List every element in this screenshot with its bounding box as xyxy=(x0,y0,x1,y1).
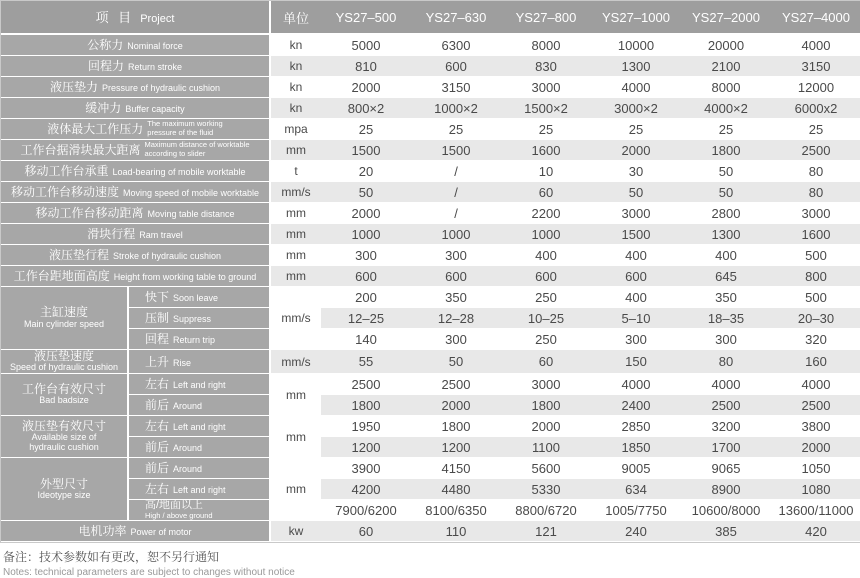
table-row xyxy=(1,437,860,458)
table-row xyxy=(1,395,860,416)
value-cell: 600 xyxy=(411,266,501,287)
table-row xyxy=(1,308,860,329)
value-cell: 400 xyxy=(501,245,591,266)
value-cell: 300 xyxy=(591,329,681,350)
unit-cell: mm xyxy=(271,458,321,521)
sub-label-zh: 上升 xyxy=(145,354,170,369)
value-cell: 400 xyxy=(681,245,771,266)
row-label xyxy=(1,35,271,56)
value-cell: 8900 xyxy=(681,479,771,500)
value-cell: 1850 xyxy=(591,437,681,458)
value-cell: 25 xyxy=(321,119,411,140)
value-cell: 7900/6200 xyxy=(321,500,411,521)
value-cell: 600 xyxy=(591,266,681,287)
sub-label-en: Soon leave xyxy=(173,293,219,303)
header-model: YS27–800 xyxy=(501,1,591,35)
row-label-zh: 工作台据滑块最大距离 xyxy=(20,143,141,157)
value-cell: 12–25 xyxy=(321,308,411,329)
group-label-en: Bad badsize xyxy=(39,395,89,406)
unit-cell: kn xyxy=(271,98,321,119)
value-cell: 1300 xyxy=(591,56,681,77)
value-cell: 500 xyxy=(771,245,860,266)
row-label xyxy=(1,140,271,161)
value-cell: 8000 xyxy=(681,77,771,98)
value-cell: 8100/6350 xyxy=(411,500,501,521)
row-label xyxy=(1,161,271,182)
table-row xyxy=(1,329,860,350)
value-cell: 2100 xyxy=(681,56,771,77)
row-label-en: Nominal force xyxy=(127,41,183,51)
table-row xyxy=(1,140,860,161)
sub-label-en: Around xyxy=(173,401,203,412)
value-cell: 385 xyxy=(681,521,771,542)
sub-label-en: Left and right xyxy=(173,380,226,391)
sub-label xyxy=(129,374,271,395)
group-label-en: Speed of hydraulic cushion xyxy=(9,362,119,373)
value-cell: 60 xyxy=(321,521,411,542)
sub-label xyxy=(129,437,271,458)
unit-cell: mm xyxy=(271,374,321,416)
unit-cell: mm/s xyxy=(271,287,321,350)
row-label xyxy=(1,245,271,266)
sub-label-zh: 前后 xyxy=(145,398,170,413)
value-cell: 4000 xyxy=(591,77,681,98)
sub-label-en: Around xyxy=(173,464,203,475)
unit-cell: mm xyxy=(271,416,321,458)
group-label xyxy=(1,416,129,458)
row-label-zh: 移动工作台移动速度 xyxy=(10,185,119,199)
value-cell: 4150 xyxy=(411,458,501,479)
value-cell: 1800 xyxy=(321,395,411,416)
row-label xyxy=(1,203,271,224)
value-cell: 400 xyxy=(591,287,681,308)
value-cell: 600 xyxy=(411,56,501,77)
table-row xyxy=(1,203,860,224)
sub-label xyxy=(129,308,271,329)
value-cell: 12–28 xyxy=(411,308,501,329)
group-label xyxy=(1,350,129,374)
value-cell: 6000x2 xyxy=(771,98,860,119)
value-cell: 4480 xyxy=(411,479,501,500)
value-cell: 1000 xyxy=(411,224,501,245)
row-label-en: Ram travel xyxy=(139,230,183,240)
row-label-zh: 回程力 xyxy=(87,59,124,73)
value-cell: 10600/8000 xyxy=(681,500,771,521)
table-row xyxy=(1,374,860,395)
value-cell: 1500 xyxy=(411,140,501,161)
value-cell: 121 xyxy=(501,521,591,542)
value-cell: 140 xyxy=(321,329,411,350)
value-cell: 25 xyxy=(411,119,501,140)
value-cell: 1500 xyxy=(591,224,681,245)
value-cell: 350 xyxy=(681,287,771,308)
value-cell: 250 xyxy=(501,287,591,308)
row-label-en: Maximum distance of worktable according to slider xyxy=(144,140,250,158)
value-cell: 634 xyxy=(591,479,681,500)
value-cell: 160 xyxy=(771,350,860,374)
value-cell: 3000 xyxy=(771,203,860,224)
group-label-zh: 液压垫速度 xyxy=(33,350,94,363)
group-label-zh: 工作台有效尺寸 xyxy=(21,382,106,397)
row-label-en: Moving table distance xyxy=(147,209,235,219)
value-cell: 4000 xyxy=(591,374,681,395)
value-cell: 4000 xyxy=(681,374,771,395)
value-cell: 3000 xyxy=(501,77,591,98)
value-cell: 3000×2 xyxy=(591,98,681,119)
table-row xyxy=(1,35,860,56)
header-project xyxy=(1,1,271,35)
value-cell: 300 xyxy=(321,245,411,266)
value-cell: 2500 xyxy=(411,374,501,395)
value-cell: 300 xyxy=(681,329,771,350)
value-cell: 5000 xyxy=(321,35,411,56)
sub-label-zh: 回程 xyxy=(145,332,170,346)
value-cell: 800×2 xyxy=(321,98,411,119)
value-cell: 20 xyxy=(321,161,411,182)
value-cell: 50 xyxy=(321,182,411,203)
table-row xyxy=(1,245,860,266)
value-cell: 200 xyxy=(321,287,411,308)
group-label-zh: 主缸速度 xyxy=(39,305,88,320)
row-label-en: Buffer capacity xyxy=(125,104,185,114)
row-label xyxy=(1,77,271,98)
row-label xyxy=(1,224,271,245)
group-label xyxy=(1,458,129,521)
value-cell: 1000 xyxy=(321,224,411,245)
value-cell: 645 xyxy=(681,266,771,287)
value-cell: 25 xyxy=(501,119,591,140)
footer-notes xyxy=(0,548,860,578)
sub-label-zh: 左右 xyxy=(145,419,170,434)
group-label-zh: 液压垫有效尺寸 xyxy=(21,419,106,434)
value-cell: 9065 xyxy=(681,458,771,479)
unit-cell: mm xyxy=(271,245,321,266)
sub-label-en: Left and right xyxy=(173,485,226,496)
value-cell: 250 xyxy=(501,329,591,350)
value-cell: 30 xyxy=(591,161,681,182)
table-row xyxy=(1,56,860,77)
value-cell: 3200 xyxy=(681,416,771,437)
sub-label xyxy=(129,458,271,479)
value-cell: 1200 xyxy=(411,437,501,458)
table-header-row xyxy=(1,1,860,35)
footer-note-en: Notes: technical parameters are subject to changes without notice xyxy=(3,567,295,578)
value-cell: 2000 xyxy=(321,203,411,224)
sub-label-zh: 左右 xyxy=(145,377,170,392)
value-cell: 2850 xyxy=(591,416,681,437)
sub-label-en: Return trip xyxy=(173,335,216,345)
row-label-zh: 液体最大工作压力 xyxy=(47,122,144,136)
value-cell: 2500 xyxy=(681,395,771,416)
value-cell: 600 xyxy=(321,266,411,287)
value-cell: 9005 xyxy=(591,458,681,479)
row-label-en: Moving speed of mobile worktable xyxy=(122,188,260,198)
value-cell: 8800/6720 xyxy=(501,500,591,521)
value-cell: 10–25 xyxy=(501,308,591,329)
sub-label xyxy=(129,395,271,416)
group-label-en: Available size of xyxy=(31,432,97,443)
value-cell: 1950 xyxy=(321,416,411,437)
value-cell: 4000 xyxy=(771,35,860,56)
row-label xyxy=(1,521,271,542)
value-cell: 1600 xyxy=(771,224,860,245)
sub-label-zh: 前后 xyxy=(145,440,170,455)
sub-label-en: Left and right xyxy=(173,422,226,433)
header-model: YS27–500 xyxy=(321,1,411,35)
sub-label-zh: 快下 xyxy=(145,290,170,304)
unit-cell: t xyxy=(271,161,321,182)
row-label-zh: 液压垫力 xyxy=(49,80,98,94)
value-cell: 1300 xyxy=(681,224,771,245)
value-cell: / xyxy=(411,182,501,203)
row-label-zh: 液压垫行程 xyxy=(48,248,109,262)
unit-cell: kn xyxy=(271,35,321,56)
value-cell: 20–30 xyxy=(771,308,860,329)
value-cell: 2000 xyxy=(501,416,591,437)
value-cell: 500 xyxy=(771,287,860,308)
table-row xyxy=(1,287,860,308)
value-cell: 20000 xyxy=(681,35,771,56)
unit-cell: mm xyxy=(271,140,321,161)
table-row xyxy=(1,224,860,245)
sub-label-en: Around xyxy=(173,443,203,454)
value-cell: 1800 xyxy=(411,416,501,437)
row-label-en: Return stroke xyxy=(127,62,183,72)
value-cell: 1200 xyxy=(321,437,411,458)
header-project-en: Project xyxy=(140,13,175,25)
value-cell: 1500 xyxy=(321,140,411,161)
unit-cell: kn xyxy=(271,56,321,77)
table-row xyxy=(1,416,860,437)
table-row xyxy=(1,458,860,479)
table-row xyxy=(1,500,860,521)
row-label-en: Pressure of hydraulic cushion xyxy=(101,83,221,93)
value-cell: 5–10 xyxy=(591,308,681,329)
row-label xyxy=(1,119,271,140)
value-cell: 10000 xyxy=(591,35,681,56)
row-label-en: Stroke of hydraulic cushion xyxy=(112,251,222,261)
unit-cell: mm xyxy=(271,203,321,224)
value-cell: 4000×2 xyxy=(681,98,771,119)
footer-note-zh: 备注：技术参数如有更改，恕不另行通知 xyxy=(3,550,220,565)
value-cell: 50 xyxy=(591,182,681,203)
value-cell: 10 xyxy=(501,161,591,182)
value-cell: 6300 xyxy=(411,35,501,56)
value-cell: 2500 xyxy=(771,140,860,161)
value-cell: 25 xyxy=(681,119,771,140)
value-cell: 830 xyxy=(501,56,591,77)
sub-label-en: Rise xyxy=(173,357,192,368)
table-row xyxy=(1,182,860,203)
group-label-en2: hydraulic cushion xyxy=(29,442,99,453)
row-label xyxy=(1,98,271,119)
value-cell: 50 xyxy=(681,161,771,182)
value-cell: 1600 xyxy=(501,140,591,161)
value-cell: 1700 xyxy=(681,437,771,458)
value-cell: 50 xyxy=(681,182,771,203)
table-row xyxy=(1,479,860,500)
value-cell: 2500 xyxy=(321,374,411,395)
value-cell: 25 xyxy=(591,119,681,140)
value-cell: 300 xyxy=(411,245,501,266)
value-cell: 800 xyxy=(771,266,860,287)
row-label-zh: 移动工作台承重 xyxy=(24,164,109,178)
value-cell: 110 xyxy=(411,521,501,542)
sub-label xyxy=(129,479,271,500)
value-cell: / xyxy=(411,203,501,224)
value-cell: 3150 xyxy=(411,77,501,98)
value-cell: 1100 xyxy=(501,437,591,458)
row-label-zh: 缓冲力 xyxy=(85,101,122,115)
value-cell: 60 xyxy=(501,182,591,203)
value-cell: 240 xyxy=(591,521,681,542)
value-cell: 60 xyxy=(501,350,591,374)
sub-label-zh: 前后 xyxy=(145,461,170,476)
sub-label xyxy=(129,500,271,521)
row-label-zh: 工作台距地面高度 xyxy=(13,269,110,283)
value-cell: 2000 xyxy=(591,140,681,161)
value-cell: 1000×2 xyxy=(411,98,501,119)
header-project-zh: 项 目 xyxy=(95,10,135,25)
group-label-zh: 外型尺寸 xyxy=(39,476,88,491)
value-cell: 4000 xyxy=(771,374,860,395)
value-cell: 320 xyxy=(771,329,860,350)
value-cell: 350 xyxy=(411,287,501,308)
row-label-en: Load-bearing of mobile worktable xyxy=(112,167,246,177)
value-cell: 80 xyxy=(771,182,860,203)
row-label-zh: 滑块行程 xyxy=(87,227,136,241)
unit-cell: kn xyxy=(271,77,321,98)
group-label xyxy=(1,374,129,416)
value-cell: 1800 xyxy=(501,395,591,416)
row-label-en: The maximum working pressure of the fluid xyxy=(147,119,223,137)
sub-label-en: Suppress xyxy=(173,314,212,324)
header-model: YS27–2000 xyxy=(681,1,771,35)
table-row xyxy=(1,266,860,287)
table-row xyxy=(1,98,860,119)
header-model: YS27–4000 xyxy=(771,1,860,35)
row-label-zh: 移动工作台移动距离 xyxy=(35,206,144,220)
unit-cell: mm xyxy=(271,224,321,245)
value-cell: 1500×2 xyxy=(501,98,591,119)
value-cell: 2400 xyxy=(591,395,681,416)
value-cell: 55 xyxy=(321,350,411,374)
value-cell: 1800 xyxy=(681,140,771,161)
group-label xyxy=(1,287,129,350)
row-label xyxy=(1,56,271,77)
value-cell: 13600/11000 xyxy=(771,500,860,521)
row-label-zh: 公称力 xyxy=(87,38,124,52)
table-row xyxy=(1,119,860,140)
sub-label-en: High / above ground xyxy=(145,510,213,520)
row-label-en: Height from working table to ground xyxy=(113,272,257,282)
unit-cell: mpa xyxy=(271,119,321,140)
value-cell: 3900 xyxy=(321,458,411,479)
value-cell: 3150 xyxy=(771,56,860,77)
sub-label-zh: 压制 xyxy=(145,311,170,325)
value-cell: 3800 xyxy=(771,416,860,437)
value-cell: 3000 xyxy=(591,203,681,224)
sub-label-zh: 高/地面以上 xyxy=(145,500,204,512)
value-cell: 8000 xyxy=(501,35,591,56)
table-row xyxy=(1,521,860,542)
unit-cell: mm/s xyxy=(271,182,321,203)
row-label xyxy=(1,182,271,203)
value-cell: 2000 xyxy=(771,437,860,458)
value-cell: 2000 xyxy=(321,77,411,98)
value-cell: 300 xyxy=(411,329,501,350)
row-label-zh: 电机功率 xyxy=(78,524,127,539)
sub-label xyxy=(129,350,271,374)
value-cell: 810 xyxy=(321,56,411,77)
group-label-en: Main cylinder speed xyxy=(23,318,105,329)
header-model: YS27–1000 xyxy=(591,1,681,35)
value-cell: 4200 xyxy=(321,479,411,500)
value-cell: 5330 xyxy=(501,479,591,500)
header-unit: 单位 xyxy=(271,1,321,35)
value-cell: 2500 xyxy=(771,395,860,416)
value-cell: 1050 xyxy=(771,458,860,479)
row-label xyxy=(1,266,271,287)
value-cell: 50 xyxy=(411,350,501,374)
row-label-en: Power of motor xyxy=(130,527,192,538)
sub-label xyxy=(129,287,271,308)
value-cell: 2800 xyxy=(681,203,771,224)
value-cell: 2000 xyxy=(411,395,501,416)
value-cell: 420 xyxy=(771,521,860,542)
table-row xyxy=(1,161,860,182)
unit-cell: mm xyxy=(271,266,321,287)
value-cell: 1000 xyxy=(501,224,591,245)
value-cell: 3000 xyxy=(501,374,591,395)
sub-label xyxy=(129,416,271,437)
header-model: YS27–630 xyxy=(411,1,501,35)
value-cell: 1080 xyxy=(771,479,860,500)
value-cell: 80 xyxy=(771,161,860,182)
value-cell: 1005/7750 xyxy=(591,500,681,521)
value-cell: 2200 xyxy=(501,203,591,224)
sub-label xyxy=(129,329,271,350)
value-cell: 600 xyxy=(501,266,591,287)
unit-cell: mm/s xyxy=(271,350,321,374)
value-cell: 150 xyxy=(591,350,681,374)
group-label-en: Ideotype size xyxy=(37,489,91,500)
value-cell: 25 xyxy=(771,119,860,140)
value-cell: 18–35 xyxy=(681,308,771,329)
unit-cell: kw xyxy=(271,521,321,542)
value-cell: 80 xyxy=(681,350,771,374)
table-row xyxy=(1,350,860,374)
value-cell: 400 xyxy=(591,245,681,266)
value-cell: 12000 xyxy=(771,77,860,98)
value-cell: / xyxy=(411,161,501,182)
table-row xyxy=(1,77,860,98)
value-cell: 5600 xyxy=(501,458,591,479)
sub-label-zh: 左右 xyxy=(145,482,170,497)
